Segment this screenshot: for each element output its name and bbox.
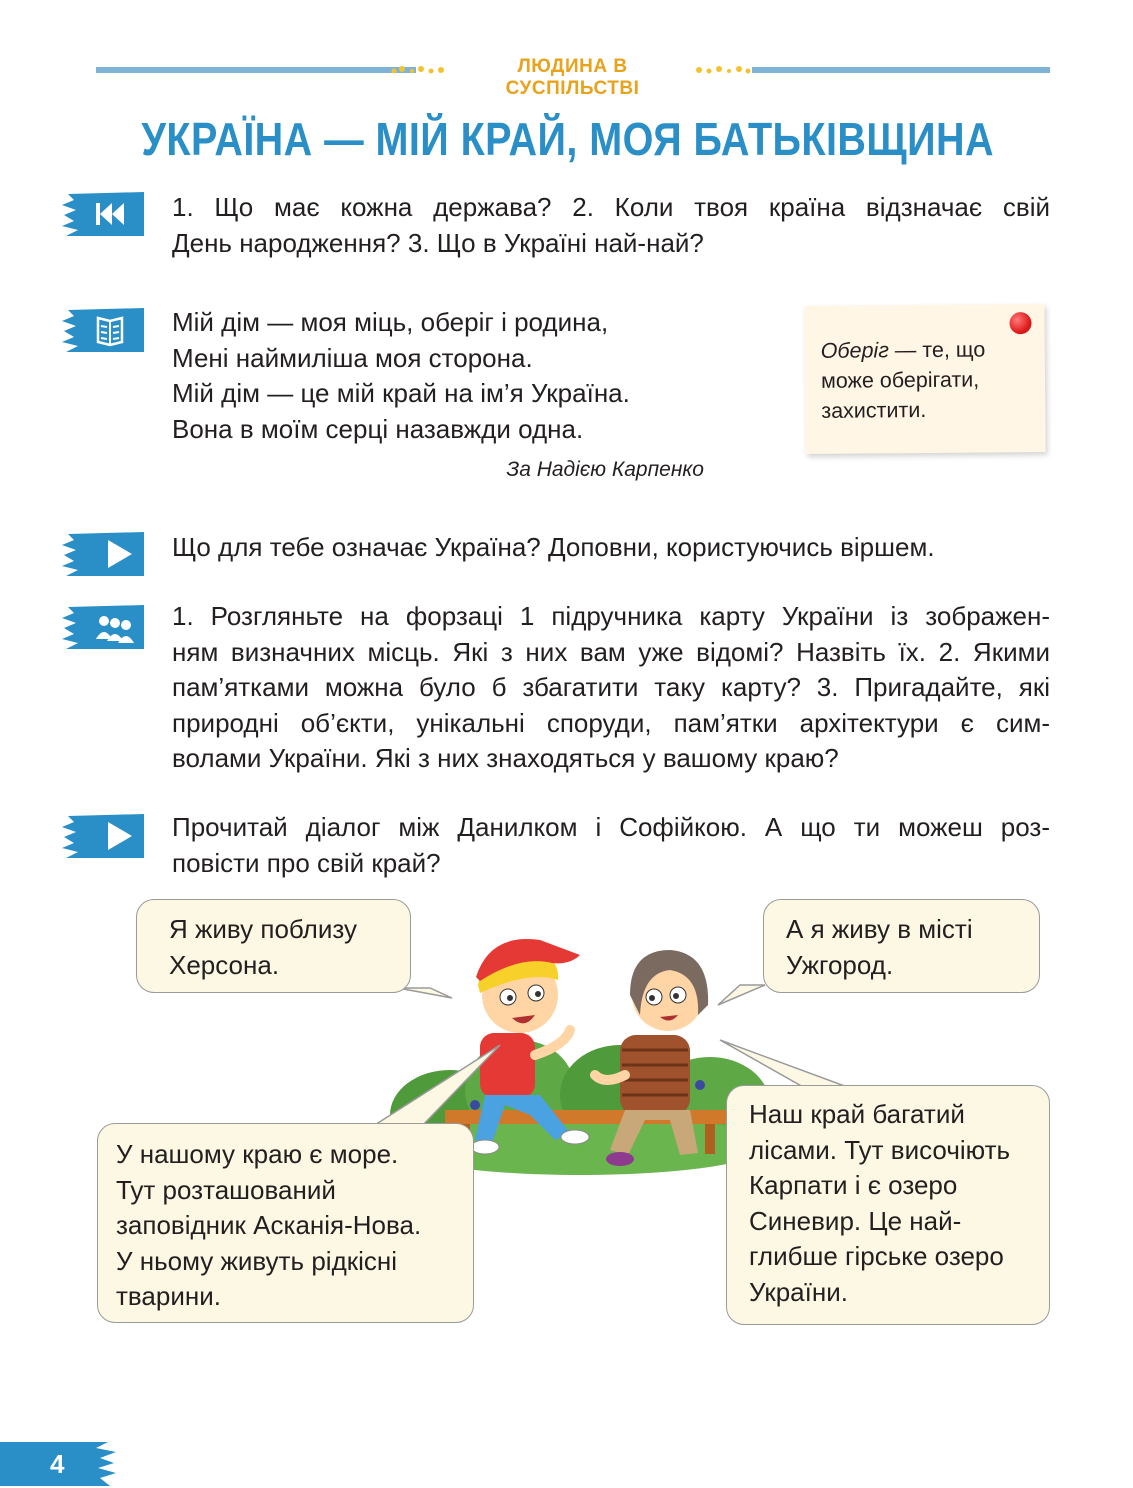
task-dialog-line: Прочитай діалог між Данилком і Софійкою. А що ти можеш роз- (172, 812, 1050, 842)
bubble-line: Херсона. (169, 949, 280, 980)
speech-bubble-boy-1 (136, 899, 411, 993)
speech-bubble-girl-1 (763, 899, 1040, 993)
bubble-line: У нашому краю є море. (116, 1139, 399, 1169)
question-line: День народження? 3. Що в Україні най-най? (172, 227, 704, 258)
question-line: 1. Що має кожна держава? 2. Коли твоя країна відзначає свій (172, 192, 1050, 222)
poem-line: Мій дім — моя міць, оберіг і родина, (172, 307, 609, 337)
speech-bubble-boy-2 (97, 1123, 474, 1323)
poem-author: За Надією Карпенко (506, 458, 704, 481)
page-number: 4 (50, 1449, 65, 1479)
bubble-line: Тут розташований (116, 1174, 336, 1205)
bubble-line: У ньому живуть рідкісні (116, 1245, 398, 1276)
page-title: УКРАЇНА — МІЙ КРАЙ, МОЯ БАТЬКІВЩИНА (141, 113, 995, 165)
bubble-line: лісами. Тут височіють (749, 1134, 1011, 1165)
task-map-line: ням визначних місць. Які з них вам уже відомі? Назвіть їх. 2. Якими (172, 636, 1050, 667)
task-map-line: волами України. Які з них знаходяться у вашому краю? (172, 743, 839, 773)
bubble-line: Ужгород. (786, 949, 894, 980)
section-label: ЛЮДИНА В СУСПІЛЬСТВІ (505, 56, 640, 99)
bubble-line: глибше гірське озеро (749, 1241, 1004, 1271)
bubble-line: А я живу в місті (786, 914, 973, 944)
poem-line: Мій дім — це мій край на ім’я Україна. (172, 378, 630, 408)
bubble-line: України. (749, 1276, 848, 1307)
note-term: Оберіг (820, 338, 889, 363)
speech-bubble-girl-2 (726, 1085, 1050, 1325)
bubble-line: Я живу поблизу (169, 914, 357, 944)
task-map-line: пам’ятками можна було б збагатити таку карту? 3. Пригадайте, які (172, 672, 1050, 702)
bubble-line: тварини. (116, 1281, 221, 1311)
note-definition: — те, що може оберігати, захистити. (820, 337, 986, 423)
bubble-line: Синевир. Це най- (749, 1205, 962, 1236)
task-map-line: 1. Розгляньте на форзаці 1 підручника карту України із зображен- (172, 601, 1050, 631)
bubble-line: Карпати і є озеро (749, 1170, 958, 1200)
poem-line: Вона в моїм серці назавжди одна. (172, 413, 584, 444)
task-dialog-line: повісти про свій край? (172, 847, 441, 878)
bubble-line: Наш край багатий (749, 1099, 965, 1129)
poem-line: Мені наймиліша моя сторона. (172, 342, 533, 373)
task-map-line: природні об’єкти, унікальні споруди, пам’ятки архітектури є сим- (172, 707, 1050, 738)
bubble-line: заповідник Асканія-Нова. (116, 1210, 422, 1240)
task-meaning: Що для тебе означає Україна? Доповни, користуючись віршем. (172, 532, 935, 562)
